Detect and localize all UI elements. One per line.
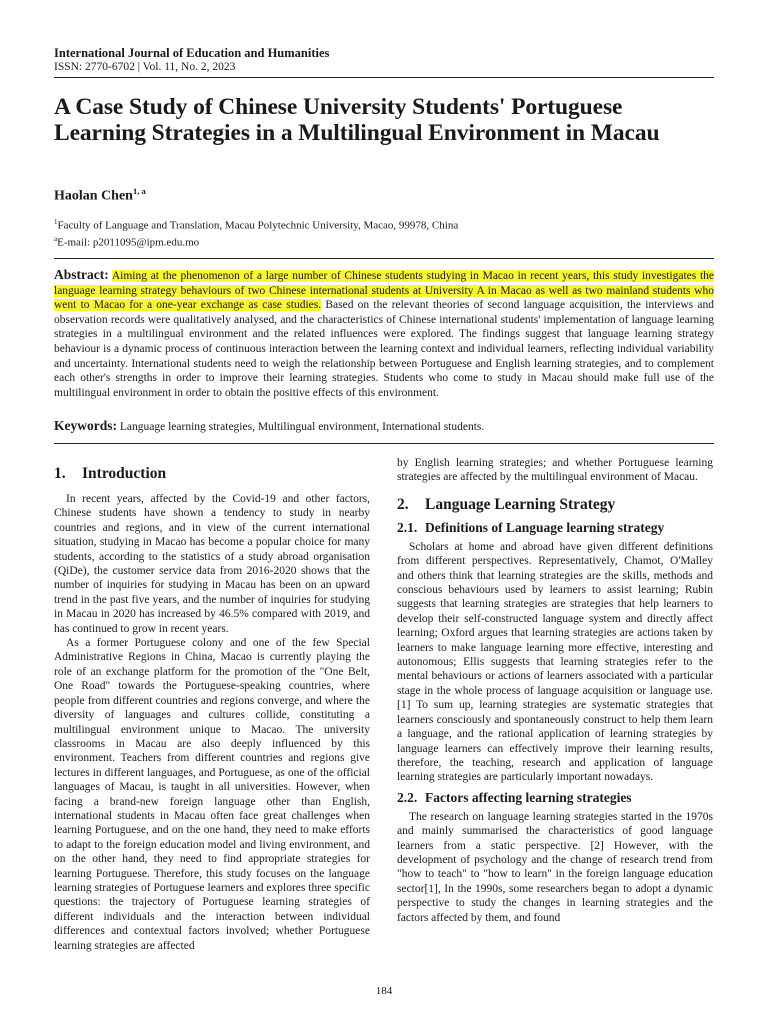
keywords-label: Keywords: [54, 418, 117, 433]
abstract-highlighted-text: Aiming at the phenomenon of a large number of Chinese students studying in Macao in recent years, this study investigates the language learning strategy behaviours of two Chinese international students at University A in Macao as well as two mainland students who went to Macao for a one-year exchange as case studies. [54, 270, 714, 312]
keywords-text: Language learning strategies, Multilingual environment, International students. [117, 421, 485, 433]
header-rule [54, 77, 714, 78]
intro-paragraph-1: In recent years, affected by the Covid-19 and other factors, Chinese students have shown a tendency to study in nearby countries and regions, and in view of the current international situation, studying in Macao has become a popular choice for many students, according to the statistics of a study abroad organisation (QiDe), the customer service data from 2016-2020 shows that the number of inquiries for studying in Macau has been on an upward trend in the past five years, and the number of inquiries for studying in Macau in 2020 has increased by 46.5% compared with 2019, and has continued to grow in recent years. [54, 493, 370, 635]
section-number: 2. [397, 495, 409, 513]
left-column [54, 458, 370, 953]
subsection-number: 2.2. [397, 789, 418, 805]
section-title: Introduction [82, 465, 167, 482]
affiliation-text: Faculty of Language and Translation, Macau Polytechnic University, Macao, 99978, China [57, 219, 459, 232]
author-name: Haolan Chen [54, 188, 133, 204]
factors-paragraph: The research on language learning strategies started in the 1970s and mainly summarised the characteristics of good language learners from a static perspective. [2] However, with the development of psychology and the change of research trend from "how to teach" to "how to learn" in the foreign language education sector[1], In the 1990s, some researchers began to adopt a dynamic perspective to study the changes in learning strategies and the factors affected by them, and found [397, 810, 713, 924]
paper-title: A Case Study of Chinese University Students' Portuguese Learning Strategies in a Multilingual Environment in Macau [54, 94, 660, 146]
section-heading-introduction [54, 464, 370, 484]
affiliation-email [54, 233, 199, 250]
author-sup: 1, a [132, 186, 146, 196]
page-number: 184 [375, 985, 393, 997]
abstract [54, 268, 714, 400]
issn-line: ISSN: 2770-6702 | Vol. 11, No. 2, 2023 [54, 61, 236, 73]
section-heading-language-learning-strategy [397, 495, 713, 515]
subsection-number: 2.1. [397, 519, 418, 535]
email-text: E-mail: p2011095@ipm.edu.mo [57, 236, 200, 249]
journal-name: International Journal of Education and Humanities [54, 46, 330, 60]
subsection-title: Definitions of Language learning strategy [425, 519, 665, 535]
affiliation-1 [54, 216, 458, 233]
subsection-heading-definitions [397, 519, 713, 536]
affiliation-sup: 1 [54, 218, 58, 226]
abstract-text: Based on the relevant theories of second language acquisition, the interviews and observation records were qualitatively analysed, and the characteristics of Chinese international students' implementation of language learning strategies in a multilingual environment and the related influences were explored. The findings suggest that language learning strategy behaviour is a dynamic process of continuous interaction between the learning context and individual learners, reflecting individual variability and uncertainty. International students need to weigh the relationship between Portuguese and English learning strategies, and to complement each other's strengths in order to improve their learning strategies. Students who come to study in Macau should make full use of the multilingual environment in order to obtain the positive effects of this environment. [54, 299, 714, 399]
intro-continued: by English learning strategies; and whether Portuguese learning strategies are affected by the multilingual environment of Macau. [397, 457, 713, 484]
section-number: 1. [54, 465, 66, 482]
section-title: Language Learning Strategy [425, 495, 616, 513]
subsection-title: Factors affecting learning strategies [425, 789, 632, 805]
definitions-paragraph: Scholars at home and abroad have given different definitions from different perspectives. Representatively, Chamot, O'Malley and others think that learning strategies are the skills, methods and conscious behaviours used by learners to assist learning; Rubin suggests that learning strategies are strategies that help learners to develop their self-constructed language system and directly affect learning; Oxford argues that learning strategies are actions taken by learners to make language learning more effective, interesting and autonomous; Ellis suggests that learning strategies refer to the mental behaviours or actions of learners associated with a particular stage in the whole process of language acquisition or language use.[1] To sum up, learning strategies are systematic strategies that learners consciously and spontaneously construct to help them learn a language, and the rational application of learning strategies by language learners can effectively improve their learning results, therefore, the teaching, research and application of language learning strategies are particularly important nowadays. [397, 540, 713, 784]
keywords [54, 418, 714, 435]
abstract-bottom-rule [54, 443, 714, 444]
intro-paragraph-2: As a former Portuguese colony and one of the few Special Administrative Regions in China, Macao is currently playing the role of an exchange platform for the promotion of the "One Belt, One Road" towards the Portuguese-speaking countries, where people from different countries and regions converge, and where the diversity of languages and cultures collide, constituting a multilingual environment unique to Macao. The university classrooms in Macau are also deeply influenced by this environment. Teachers from different countries and regions give lectures in different languages, and Portuguese, as one of the official languages of Macau, is taught in all universities. However, when facing a brand-new foreign language other than English, international students in Macau often face great challenges when learning Portuguese, and on the one hand, they need to make efforts to adapt to the foreign education model and living environment, and on the other hand, they need to find appropriate strategies for learning Portuguese. Therefore, this study focuses on the language learning strategies of Portuguese learners and explores three specific questions: the trajectory of Portuguese learning strategies of different individuals and the interaction between individual differences and contextual factors involved; whether Portuguese learning strategies are affected [54, 637, 370, 952]
author [54, 186, 146, 205]
affiliation-sup: a [54, 235, 58, 243]
subsection-heading-factors [397, 789, 713, 806]
abstract-top-rule [54, 258, 714, 259]
right-column [397, 456, 713, 925]
abstract-label: Abstract: [54, 267, 109, 282]
